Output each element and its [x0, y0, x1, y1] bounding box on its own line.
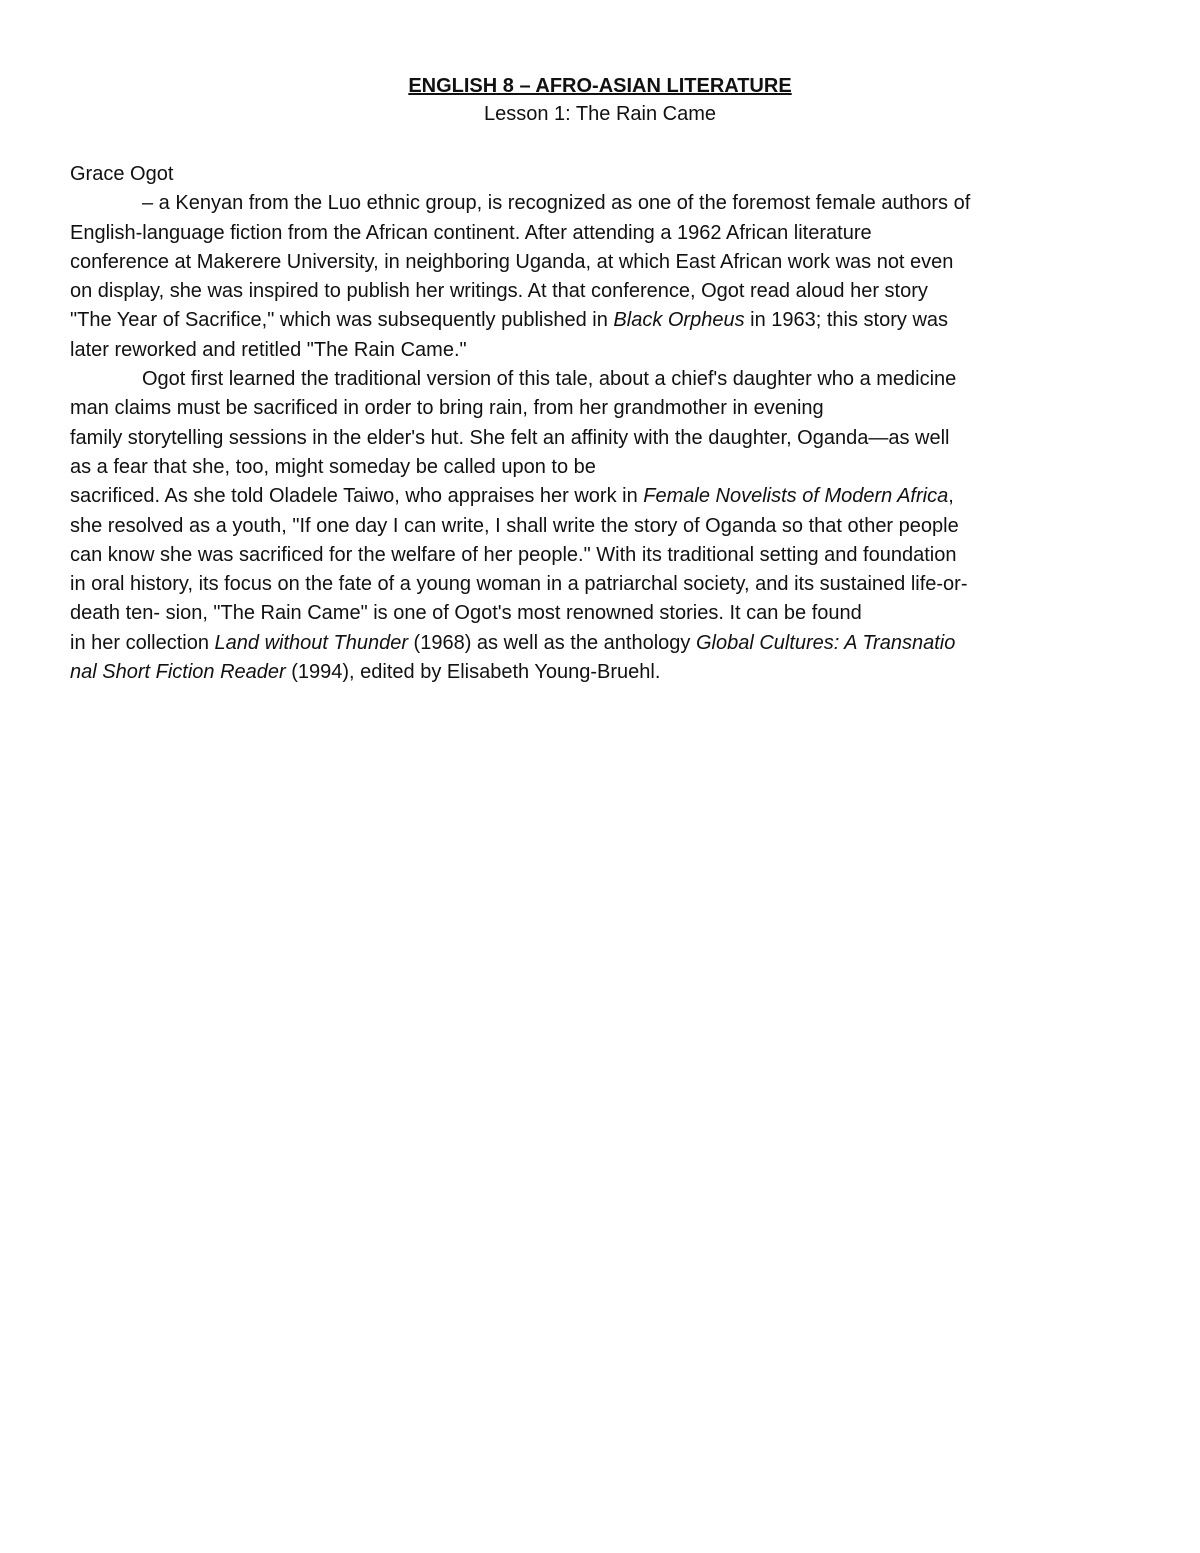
text-run: , — [948, 485, 954, 508]
paragraph-2-line: death ten- sion, "The Rain Came" is one of Ogot's most renowned stories. It can be found — [70, 602, 862, 625]
text-run: "The Year of Sacrifice," which was subsequently published in — [70, 309, 614, 332]
publication-title: Female Novelists of Modern Africa — [643, 485, 949, 508]
paragraph-1-line — [70, 306, 1140, 335]
paragraph-2-line: family storytelling sessions in the elder's hut. She felt an affinity with the daughter, Oganda—as well — [70, 426, 950, 449]
publication-title: Global Cultures: A Transnatio — [695, 631, 956, 654]
paragraph-2-line: Ogot first learned the traditional version of this tale, about a chief's daughter who a medicine — [142, 368, 957, 391]
body-text — [70, 160, 1140, 687]
paragraph-1-line: English-language fiction from the African continent. After attending a 1962 African literature — [70, 221, 872, 244]
text-run: (1968) as well as the anthology — [408, 631, 696, 654]
text-run: in her collection — [70, 631, 215, 654]
lesson-subtitle: Lesson 1: The Rain Came — [484, 103, 716, 125]
document-title: ENGLISH 8 – AFRO-ASIAN LITERATURE — [408, 75, 792, 97]
paragraph-2-line: she resolved as a youth, "If one day I can write, I shall write the story of Oganda so that other people — [70, 514, 959, 537]
paragraph-2-line: man claims must be sacrificed in order to bring rain, from her grandmother in evening — [70, 397, 824, 420]
text-run: sacrificed. As she told Oladele Taiwo, who appraises her work in — [70, 485, 644, 508]
publication-title: Land without Thunder — [214, 631, 408, 654]
paragraph-2-line — [70, 482, 1140, 511]
paragraph-1-line: on display, she was inspired to publish her writings. At that conference, Ogot read aloud her story — [70, 280, 928, 303]
paragraph-2-line: can know she was sacrificed for the welfare of her people." With its traditional setting and foundation — [70, 543, 957, 566]
author-heading: Grace Ogot — [70, 163, 174, 185]
paragraph-2-line — [70, 658, 1140, 687]
paragraph-1-line: conference at Makerere University, in neighboring Uganda, at which East African work was not even — [70, 250, 954, 273]
paragraph-2-line: in oral history, its focus on the fate of a young woman in a patriarchal society, and its sustained life-or- — [70, 573, 968, 596]
text-run: (1994), edited by Elisabeth Young-Bruehl. — [285, 661, 661, 684]
publication-title: Black Orpheus — [613, 309, 745, 332]
publication-title: nal Short Fiction Reader — [70, 661, 286, 684]
paragraph-2-line — [70, 629, 1140, 658]
paragraph-2-line: as a fear that she, too, might someday be called upon to be — [70, 455, 596, 478]
paragraph-1-line: – a Kenyan from the Luo ethnic group, is recognized as one of the foremost female authors of — [142, 192, 971, 215]
text-run: in 1963; this story was — [744, 309, 949, 332]
paragraph-1-line: later reworked and retitled "The Rain Came." — [70, 338, 467, 361]
